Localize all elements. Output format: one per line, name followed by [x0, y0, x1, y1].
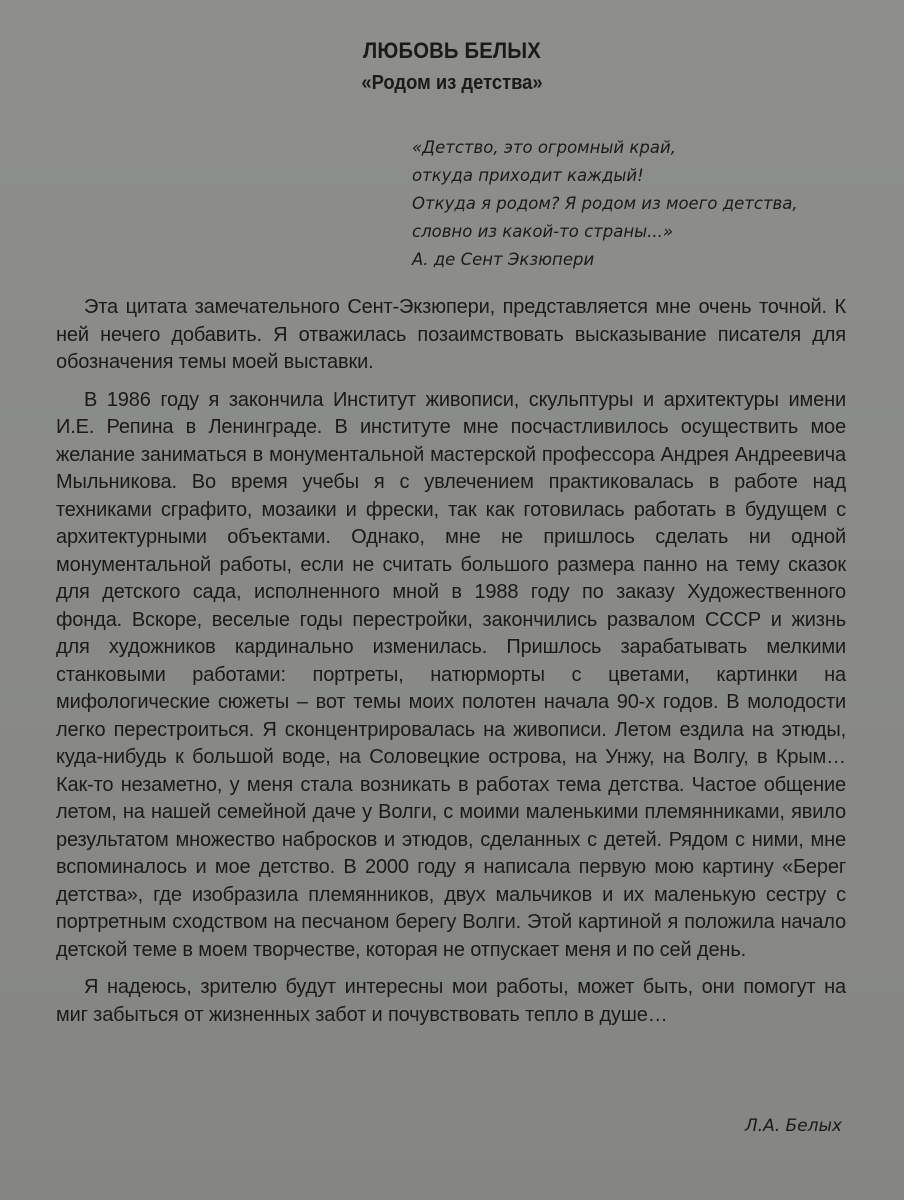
epigraph — [412, 134, 862, 274]
epigraph-line: «Детство, это огромный край, — [412, 138, 676, 157]
epigraph-line: откуда приходит каждый! — [412, 166, 644, 185]
epigraph-line: словно из какой-то страны...» — [412, 222, 674, 241]
paragraph: Эта цитата замечательного Сент-Экзюпери, представляется мне очень точной. К ней нечего добавить. Я отважилась позаимствовать высказывание писателя для обозначения темы моей выставки. — [56, 296, 846, 373]
epigraph-line: Откуда я родом? Я родом из моего детства, — [412, 194, 798, 213]
paragraph: В 1986 году я закончила Институт живописи, скульптуры и архитектуры имени И.Е. Репина в Ленинграде. В институте мне посчастливилось осуществить мое желание заниматься в монументальной мастерской профессора Андрея Андреевича Мыльникова. Во время учебы я с увлечением практиковалась в работе над техниками сграфито, мозаики и фрески, так как готовилась работать в будущем с архитектурными объектами. Однако, мне не пришлось сделать ни одной монументальной работы, если не считать большого размера панно на тему сказок для детского сада, исполненного мной в 1988 году по заказу Художественного фонда. Вскоре, веселые годы перестройки, закончились развалом СССР и жизнь для художников кардинально изменилась. Пришлось зарабатывать мелкими станковыми работами: портреты, натюрморты с цветами, картинки на мифологические сюжеты – вот темы моих полотен начала 90-х годов. В молодости легко перестроиться. Я сконцентрировалась на живописи. Летом ездила на этюды, куда-нибудь к большой воде, на Соловецкие острова, на Унжу, на Волгу, в Крым… Как-то незаметно, у меня стала возникать в работах тема детства. Частое общение летом, на нашей семейной даче у Волги, с моими маленькими племянниками, явило результатом множество набросков и этюдов, сделанных с детей. Рядом с ними, мне вспоминалось и мое детство. В 2000 году я написала первую мою картину «Берег детства», где изобразила племянников, двух мальчиков и их маленькую сестру с портретным сходством на песчаном берегу Волги. Этой картиной я положила начало детской теме в моем творчестве, которая не отпускает меня и по сей день. — [56, 388, 846, 961]
body-text — [56, 294, 846, 1039]
paragraph: Я надеюсь, зрителю будут интересны мои работы, может быть, они помогут на миг забыться от жизненных забот и почувствовать тепло в душе… — [56, 976, 846, 1026]
author-name-title: ЛЮБОВЬ БЕЛЫХ — [363, 38, 541, 63]
signature: Л.А. Белых — [744, 1116, 842, 1136]
exhibition-subtitle: «Родом из детства» — [361, 72, 543, 94]
epigraph-author: А. де Сент Экзюпери — [412, 250, 595, 269]
